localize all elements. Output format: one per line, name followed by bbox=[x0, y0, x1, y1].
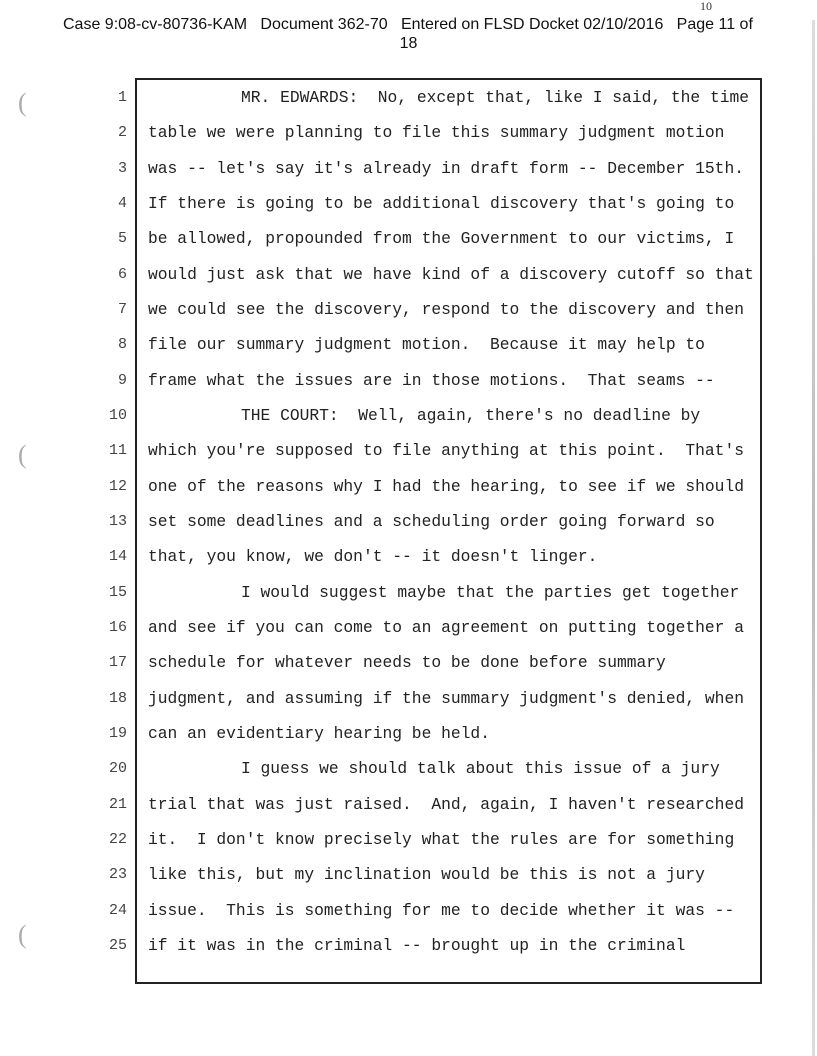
line-number: 24 bbox=[108, 901, 127, 919]
transcript-line: judgment, and assuming if the summary judgment's denied, when bbox=[148, 688, 744, 708]
line-number: 12 bbox=[108, 477, 127, 495]
transcript-line: frame what the issues are in those motions. That seams -- bbox=[148, 370, 715, 390]
docket-header-line1: Case 9:08-cv-80736-KAM Document 362-70 Entered on FLSD Docket 02/10/2016 Page 11 of bbox=[63, 16, 753, 33]
hole-punch-mark: ( bbox=[18, 88, 27, 117]
line-number: 15 bbox=[108, 583, 127, 601]
page-edge bbox=[812, 20, 815, 1056]
line-number: 4 bbox=[117, 194, 127, 212]
line-number: 1 bbox=[117, 89, 127, 106]
transcript-line: set some deadlines and a scheduling order going forward so bbox=[148, 511, 715, 531]
transcript-line: MR. EDWARDS: No, except that, like I said, the time bbox=[241, 88, 750, 107]
docket-header-line2: 18 bbox=[399, 35, 418, 52]
transcript-line: can an evidentiary hearing be held. bbox=[148, 723, 490, 743]
line-number: 2 bbox=[117, 124, 127, 142]
transcript-line: If there is going to be additional discovery that's going to bbox=[148, 193, 735, 213]
line-number: 10 bbox=[108, 406, 127, 424]
line-number: 19 bbox=[108, 724, 127, 742]
transcript-line: I guess we should talk about this issue of a jury bbox=[241, 759, 720, 779]
line-number: 11 bbox=[108, 442, 127, 460]
transcript-line: and see if you can come to an agreement on putting together a bbox=[148, 617, 744, 637]
transcript-line: table we were planning to file this summary judgment motion bbox=[148, 123, 725, 143]
line-number: 20 bbox=[108, 760, 127, 778]
line-number: 18 bbox=[108, 689, 127, 707]
line-number: 16 bbox=[108, 618, 127, 636]
line-number: 14 bbox=[108, 548, 127, 566]
line-number: 13 bbox=[108, 512, 127, 530]
line-number: 8 bbox=[117, 336, 127, 354]
transcript-line: file our summary judgment motion. Because it may help to bbox=[148, 335, 705, 355]
transcript-line: if it was in the criminal -- brought up in the criminal bbox=[148, 935, 686, 955]
transcript-line: would just ask that we have kind of a discovery cutoff so that bbox=[148, 264, 754, 284]
transcript-line: it. I don't know precisely what the rules are for something bbox=[148, 829, 735, 849]
line-number: 5 bbox=[117, 230, 127, 248]
transcript-line: THE COURT: Well, again, there's no deadline by bbox=[241, 405, 701, 425]
transcript-line: we could see the discovery, respond to the discovery and then bbox=[148, 299, 744, 319]
transcript-line: that, you know, we don't -- it doesn't linger. bbox=[148, 547, 598, 567]
transcript-line: schedule for whatever needs to be done before summary bbox=[148, 653, 666, 673]
line-number: 25 bbox=[108, 936, 127, 954]
docket-header bbox=[0, 15, 817, 55]
hole-punch-mark: ( bbox=[18, 920, 27, 949]
transcript-line: trial that was just raised. And, again, I haven't researched bbox=[148, 794, 744, 814]
transcript-line: one of the reasons why I had the hearing, to see if we should bbox=[148, 476, 744, 496]
line-number: 6 bbox=[117, 265, 127, 283]
line-number: 21 bbox=[108, 795, 127, 813]
line-number: 3 bbox=[117, 159, 127, 177]
line-number: 7 bbox=[117, 300, 127, 318]
line-number: 22 bbox=[108, 830, 127, 848]
transcript-page-number: 10 bbox=[700, 0, 712, 13]
transcript-line: issue. This is something for me to decide whether it was -- bbox=[148, 900, 735, 920]
line-number: 23 bbox=[108, 866, 127, 884]
hole-punch-mark: ( bbox=[18, 440, 27, 469]
transcript-line: was -- let's say it's already in draft form -- December 15th. bbox=[148, 158, 744, 178]
transcript-line: I would suggest maybe that the parties get together bbox=[241, 582, 740, 602]
line-number: 17 bbox=[108, 654, 127, 672]
line-number: 9 bbox=[117, 371, 127, 389]
transcript-line: which you're supposed to file anything at this point. That's bbox=[148, 441, 744, 461]
transcript-line: be allowed, propounded from the Government to our victims, I bbox=[148, 229, 735, 249]
transcript-line: like this, but my inclination would be this is not a jury bbox=[148, 865, 705, 885]
